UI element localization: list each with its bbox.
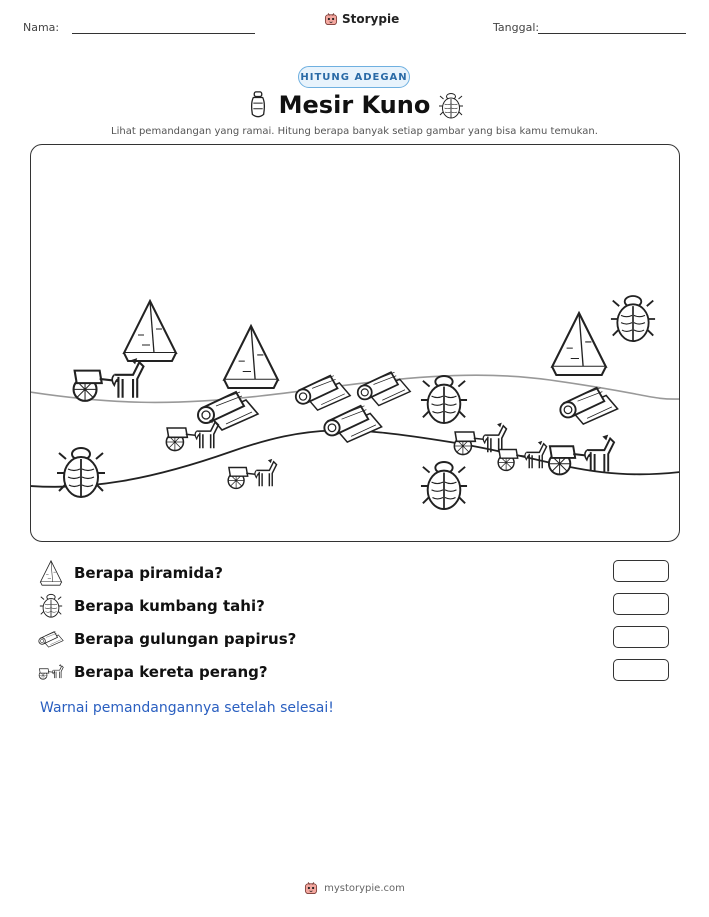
date-field[interactable] bbox=[538, 33, 686, 34]
question-chariots bbox=[38, 659, 268, 685]
footer-url[interactable]: mystorypie.com bbox=[324, 882, 405, 894]
name-label: Nama: bbox=[23, 21, 60, 34]
instructions: Lihat pemandangan yang ramai. Hitung berapa banyak setiap gambar yang bisa kamu temukan. bbox=[111, 126, 598, 137]
scarab-beetle-icon bbox=[38, 593, 64, 619]
scene-pyramid bbox=[224, 326, 278, 388]
scene-illustration bbox=[30, 144, 680, 542]
brand-name: Storypie bbox=[342, 12, 400, 26]
question-scrolls bbox=[38, 626, 296, 652]
question-text: Berapa piramida? bbox=[74, 564, 223, 582]
question-text: Berapa gulungan papirus? bbox=[74, 630, 297, 648]
pyramid-icon bbox=[38, 560, 64, 586]
brand-logo bbox=[324, 12, 399, 26]
date-label: Tanggal: bbox=[493, 21, 540, 34]
scene-scroll bbox=[560, 387, 617, 423]
activity-badge: HITUNG ADEGAN bbox=[298, 66, 410, 88]
scene-pyramid bbox=[124, 301, 176, 361]
title-scarab-icon bbox=[438, 92, 464, 120]
scene-scroll bbox=[357, 372, 410, 405]
counting-scene bbox=[30, 144, 680, 542]
scene-chariot bbox=[73, 358, 143, 401]
scene-beetle bbox=[610, 296, 654, 341]
scene-chariot bbox=[498, 440, 546, 470]
answer-box-scrolls[interactable] bbox=[613, 626, 669, 648]
scene-beetle bbox=[57, 448, 105, 497]
question-pyramids bbox=[38, 560, 223, 586]
papyrus-scroll-icon bbox=[38, 628, 64, 650]
answer-box-chariots[interactable] bbox=[613, 659, 669, 681]
scene-chariot bbox=[166, 418, 218, 450]
storypie-logo-icon bbox=[324, 12, 338, 26]
name-field[interactable] bbox=[72, 33, 255, 34]
answer-box-pyramids[interactable] bbox=[613, 560, 669, 582]
scene-chariot bbox=[228, 458, 276, 488]
question-text: Berapa kumbang tahi? bbox=[74, 597, 265, 615]
scene-pyramid bbox=[552, 313, 606, 375]
scene-beetle bbox=[420, 376, 466, 423]
coloring-note: Warnai pemandangannya setelah selesai! bbox=[40, 700, 334, 716]
answer-box-beetles[interactable] bbox=[613, 593, 669, 615]
footer bbox=[0, 881, 709, 895]
scene-scroll bbox=[324, 405, 381, 441]
question-text: Berapa kereta perang? bbox=[74, 663, 268, 681]
chariot-icon bbox=[38, 662, 64, 682]
storypie-logo-icon bbox=[304, 881, 318, 895]
scene-beetle bbox=[420, 462, 466, 509]
question-beetles bbox=[38, 593, 265, 619]
page-title: Mesir Kuno bbox=[278, 91, 431, 119]
scene-scroll bbox=[295, 375, 349, 409]
